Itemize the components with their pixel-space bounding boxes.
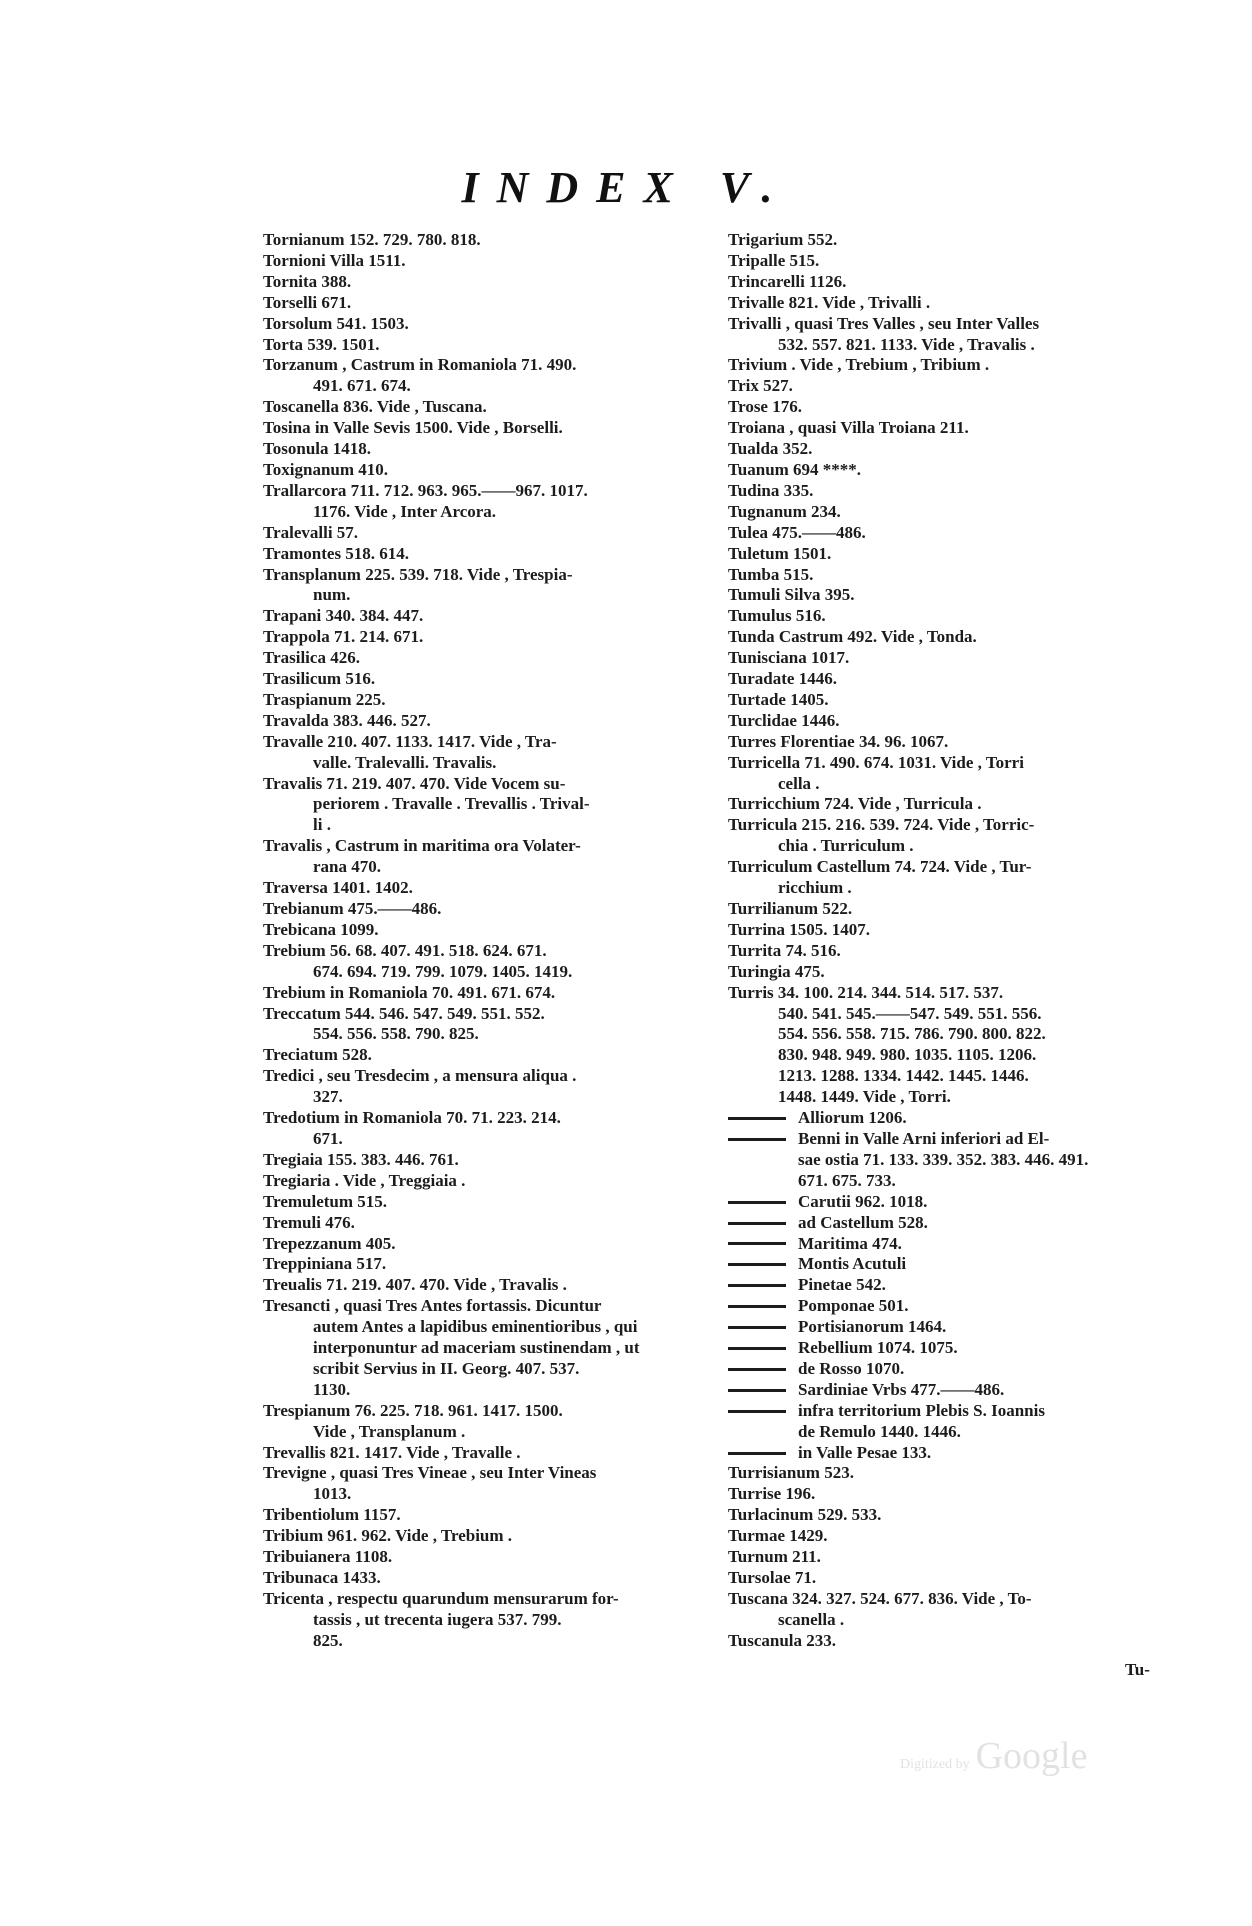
- index-entry: Trivium . Vide , Trebium , Tribium .: [728, 355, 990, 375]
- repeat-dash: [728, 1201, 786, 1204]
- index-entry: Turricchium 724. Vide , Turricula .: [728, 794, 982, 814]
- repeat-dash: [728, 1347, 786, 1350]
- watermark-brand: Google: [975, 1735, 1088, 1777]
- index-entry: Trevigne , quasi Tres Vineae , seu Inter Vineas: [263, 1463, 597, 1483]
- index-subentry-text: Alliorum 1206.: [798, 1108, 907, 1128]
- index-entry: Toxignanum 410.: [263, 459, 389, 479]
- index-entry: Torzanum , Castrum in Romaniola 71. 490.: [263, 355, 577, 375]
- index-entry: Trebium in Romaniola 70. 491. 671. 674.: [263, 982, 556, 1002]
- index-entry: Trevallis 821. 1417. Vide , Travalle .: [263, 1442, 521, 1462]
- index-subentry: [728, 1317, 1178, 1338]
- index-entry: Trivalle 821. Vide , Trivalli .: [728, 292, 931, 312]
- index-subentry-text: Benni in Valle Arni inferiori ad El-: [798, 1128, 1050, 1148]
- index-entry-continuation: 1448. 1449. Vide , Torri.: [778, 1087, 951, 1107]
- index-entry: Travalle 210. 407. 1133. 1417. Vide , Tra-: [263, 731, 557, 751]
- index-subentry-text: Sardiniae Vrbs 477.——486.: [798, 1379, 1005, 1399]
- index-entry: Travalis 71. 219. 407. 470. Vide Vocem su-: [263, 773, 566, 793]
- index-entry: Traversa 1401. 1402.: [263, 878, 413, 898]
- index-subentry-text: Pomponae 501.: [798, 1296, 909, 1316]
- index-entry-continuation: 1213. 1288. 1334. 1442. 1445. 1446.: [778, 1066, 1029, 1086]
- index-entry: Travalis , Castrum in maritima ora Volater-: [263, 836, 581, 856]
- index-entry-continuation: autem Antes a lapidibus eminentioribus , qui: [313, 1317, 638, 1337]
- index-entry: Torsolum 541. 1503.: [263, 313, 409, 333]
- index-entry: Tosonula 1418.: [263, 439, 372, 459]
- index-entry: Trapani 340. 384. 447.: [263, 606, 424, 626]
- index-entry: Tremuletum 515.: [263, 1191, 388, 1211]
- index-entry: Travalda 383. 446. 527.: [263, 710, 431, 730]
- index-entry-continuation: 554. 556. 558. 715. 786. 790. 800. 822.: [778, 1024, 1046, 1044]
- page-title: INDEX V.: [461, 163, 791, 212]
- index-entry: Toscanella 836. Vide , Tuscana.: [263, 397, 487, 417]
- index-subentry-text: Pinetae 542.: [798, 1275, 886, 1295]
- watermark-prefix: Digitized by: [900, 1757, 970, 1772]
- index-entry: Trose 176.: [728, 397, 802, 417]
- index-subentry: [728, 1108, 1178, 1129]
- index-entry-continuation: num.: [313, 585, 351, 605]
- repeat-dash: [728, 1410, 786, 1413]
- index-subentry: [728, 1254, 1178, 1275]
- index-subentry: [728, 1192, 1178, 1213]
- index-entry: Turrisianum 523.: [728, 1463, 854, 1483]
- index-entry: Tuscana 324. 327. 524. 677. 836. Vide , To-: [728, 1588, 1032, 1608]
- repeat-dash: [728, 1452, 786, 1455]
- index-subentry-text: Rebellium 1074. 1075.: [798, 1338, 958, 1358]
- index-entry: Tribentiolum 1157.: [263, 1505, 401, 1525]
- index-subentry-text: Carutii 962. 1018.: [798, 1191, 928, 1211]
- index-subentry-continuation: sae ostia 71. 133. 339. 352. 383. 446. 491.: [798, 1149, 1089, 1169]
- index-entry-continuation: rana 470.: [313, 857, 381, 877]
- repeat-dash: [728, 1222, 786, 1225]
- index-entry: Treualis 71. 219. 407. 470. Vide , Travalis .: [263, 1275, 567, 1295]
- index-entry: Tregiaria . Vide , Treggiaia .: [263, 1170, 466, 1190]
- index-entry: Torta 539. 1501.: [263, 334, 380, 354]
- index-entry-continuation: scribit Servius in II. Georg. 407. 537.: [313, 1358, 580, 1378]
- index-entry: Turrita 74. 516.: [728, 940, 841, 960]
- index-entry: Trallarcora 711. 712. 963. 965.——967. 1017.: [263, 480, 588, 500]
- digitization-watermark: [900, 1734, 1087, 1778]
- index-entry: Turingia 475.: [728, 961, 825, 981]
- index-entry-continuation: Vide , Transplanum .: [313, 1421, 466, 1441]
- index-subentry: [728, 1338, 1178, 1359]
- index-entry: Tripalle 515.: [728, 250, 820, 270]
- index-entry-continuation: 674. 694. 719. 799. 1079. 1405. 1419.: [313, 961, 573, 981]
- index-subentry-text: ad Castellum 528.: [798, 1212, 928, 1232]
- index-subentry: [728, 1275, 1178, 1296]
- repeat-dash: [728, 1242, 786, 1245]
- index-entry-continuation: chia . Turriculum .: [778, 836, 914, 856]
- index-entry: Turadate 1446.: [728, 669, 837, 689]
- index-entry: Treccatum 544. 546. 547. 549. 551. 552.: [263, 1003, 545, 1023]
- index-subentry-text: de Rosso 1070.: [798, 1358, 905, 1378]
- index-subentry-text: Maritima 474.: [798, 1233, 902, 1253]
- index-entry: Tuscanula 233.: [728, 1630, 837, 1650]
- index-entry: Turrilianum 522.: [728, 899, 853, 918]
- index-entry: Tumba 515.: [728, 564, 814, 584]
- index-entry: Tudina 335.: [728, 480, 814, 500]
- index-entry-continuation: 1176. Vide , Inter Arcora.: [313, 501, 497, 521]
- index-entry-continuation: 540. 541. 545.——547. 549. 551. 556.: [778, 1003, 1042, 1023]
- index-subentry-continuation: de Remulo 1440. 1446.: [798, 1421, 961, 1441]
- index-entry: Tursolae 71.: [728, 1568, 817, 1587]
- index-entry-continuation: 491. 671. 674.: [313, 376, 411, 396]
- index-entry: Trepezzanum 405.: [263, 1233, 396, 1253]
- index-entry-continuation: li .: [313, 815, 331, 835]
- index-entry-continuation: periorem . Travalle . Trevallis . Trival-: [313, 794, 590, 814]
- index-entry-continuation: interponuntur ad maceriam sustinendam , ut: [313, 1338, 640, 1358]
- repeat-dash: [728, 1389, 786, 1392]
- index-entry-continuation: 554. 556. 558. 790. 825.: [313, 1024, 479, 1044]
- index-subentry: [728, 1443, 1178, 1464]
- index-entry: Tricenta , respectu quarundum mensurarum for-: [263, 1588, 619, 1608]
- index-entry: Trasilicum 516.: [263, 669, 376, 689]
- index-entry: Tregiaia 155. 383. 446. 761.: [263, 1149, 459, 1169]
- catchword: Tu-: [1125, 1660, 1150, 1679]
- index-entry: Trincarelli 1126.: [728, 271, 847, 291]
- index-entry: Troiana , quasi Villa Troiana 211.: [728, 418, 969, 438]
- index-entry: Trasilica 426.: [263, 648, 360, 668]
- index-entry: Trappola 71. 214. 671.: [263, 627, 424, 647]
- index-entry: Tribium 961. 962. Vide , Trebium .: [263, 1526, 513, 1546]
- index-entry: Tramontes 518. 614.: [263, 543, 410, 563]
- index-entry-continuation: scanella .: [778, 1609, 845, 1629]
- index-entry: Turlacinum 529. 533.: [728, 1505, 882, 1525]
- index-entry: Tugnanum 234.: [728, 501, 841, 521]
- repeat-dash: [728, 1368, 786, 1371]
- index-entry: Turrise 196.: [728, 1484, 816, 1504]
- index-entry: Treppiniana 517.: [263, 1254, 387, 1274]
- index-entry: Turnum 211.: [728, 1547, 821, 1567]
- index-entry: Trespianum 76. 225. 718. 961. 1417. 1500.: [263, 1400, 563, 1420]
- index-entry-continuation: 532. 557. 821. 1133. Vide , Travalis .: [778, 334, 1035, 354]
- repeat-dash: [728, 1305, 786, 1308]
- index-entry: Tulea 475.——486.: [728, 522, 866, 542]
- index-entry: Turrina 1505. 1407.: [728, 919, 871, 939]
- index-entry: Trebium 56. 68. 407. 491. 518. 624. 671.: [263, 940, 547, 960]
- index-entry: Turmae 1429.: [728, 1526, 828, 1546]
- index-entry: Torselli 671.: [263, 292, 352, 312]
- index-entry: Tuanum 694 ****.: [728, 459, 862, 479]
- index-entry: Trigarium 552.: [728, 230, 838, 249]
- index-entry: Tribuianera 1108.: [263, 1547, 393, 1567]
- index-entry: Tremuli 476.: [263, 1212, 355, 1232]
- index-subentry-continuation: 671. 675. 733.: [798, 1170, 896, 1190]
- index-entry: Tumulus 516.: [728, 606, 826, 626]
- repeat-dash: [728, 1326, 786, 1329]
- index-entry-continuation: valle. Tralevalli. Travalis.: [313, 752, 497, 772]
- index-entry: Treciatum 528.: [263, 1045, 372, 1065]
- index-entry-continuation: 1013.: [313, 1484, 352, 1504]
- index-entry: Tosina in Valle Sevis 1500. Vide , Borselli.: [263, 418, 563, 438]
- index-entry: Turres Florentiae 34. 96. 1067.: [728, 731, 949, 751]
- index-entry-continuation: 825.: [313, 1630, 343, 1650]
- index-entry: Trebianum 475.——486.: [263, 899, 442, 918]
- index-entry-continuation: cella .: [778, 773, 820, 793]
- index-entry: Tredici , seu Tresdecim , a mensura aliqua .: [263, 1066, 577, 1086]
- index-column-right: [728, 230, 1178, 1652]
- index-entry-continuation: 1130.: [313, 1379, 351, 1399]
- index-subentry-text: Portisianorum 1464.: [798, 1317, 947, 1337]
- index-entry: Turriculum Castellum 74. 724. Vide , Tur-: [728, 857, 1032, 877]
- index-entry: Tralevalli 57.: [263, 522, 359, 542]
- index-entry: Tuletum 1501.: [728, 543, 832, 563]
- repeat-dash: [728, 1117, 786, 1120]
- index-subentry: [728, 1359, 1178, 1380]
- index-entry: Turricula 215. 216. 539. 724. Vide , Torric-: [728, 815, 1035, 835]
- index-entry: Tunisciana 1017.: [728, 648, 850, 668]
- index-subentry: [728, 1401, 1178, 1422]
- index-subentry-text: in Valle Pesae 133.: [798, 1442, 932, 1462]
- index-entry: Tredotium in Romaniola 70. 71. 223. 214.: [263, 1108, 561, 1128]
- index-subentry-text: Montis Acutuli: [798, 1254, 907, 1274]
- index-entry: Tumuli Silva 395.: [728, 585, 855, 605]
- index-entry: Traspianum 225.: [263, 689, 386, 709]
- index-entry: Turclidae 1446.: [728, 710, 840, 730]
- index-entry: Tornita 388.: [263, 271, 352, 291]
- index-subentry: [728, 1234, 1178, 1255]
- index-entry-continuation: ricchium .: [778, 878, 852, 898]
- index-subentry: [728, 1129, 1178, 1150]
- index-entry-continuation: tassis , ut trecenta iugera 537. 799.: [313, 1609, 562, 1629]
- index-entry: Tresancti , quasi Tres Antes fortassis. Dicuntur: [263, 1296, 602, 1316]
- repeat-dash: [728, 1138, 786, 1141]
- index-subentry: [728, 1213, 1178, 1234]
- index-entry: Turtade 1405.: [728, 689, 829, 709]
- index-entry: Tunda Castrum 492. Vide , Tonda.: [728, 627, 977, 647]
- index-entry: Tornianum 152. 729. 780. 818.: [263, 230, 481, 249]
- index-entry-continuation: 830. 948. 949. 980. 1035. 1105. 1206.: [778, 1045, 1037, 1065]
- index-subentry-text: infra territorium Plebis S. Ioannis: [798, 1400, 1045, 1420]
- index-entry: Tornioni Villa 1511.: [263, 250, 406, 270]
- index-entry-continuation: 671.: [313, 1128, 343, 1148]
- index-entry: Tualda 352.: [728, 439, 813, 459]
- index-entry: Turricella 71. 490. 674. 1031. Vide , Torri: [728, 752, 1024, 772]
- index-entry: Tribunaca 1433.: [263, 1568, 381, 1587]
- index-subentry: [728, 1380, 1178, 1401]
- index-entry-continuation: 327.: [313, 1087, 343, 1107]
- repeat-dash: [728, 1284, 786, 1287]
- index-entry: Trivalli , quasi Tres Valles , seu Inter Valles: [728, 313, 1040, 333]
- index-entry: Trebicana 1099.: [263, 919, 379, 939]
- index-entry: Trix 527.: [728, 376, 793, 396]
- repeat-dash: [728, 1263, 786, 1266]
- index-column-left: [263, 230, 698, 1652]
- index-entry: Turris 34. 100. 214. 344. 514. 517. 537.: [728, 982, 1004, 1002]
- index-entry: Transplanum 225. 539. 718. Vide , Trespia-: [263, 564, 573, 584]
- index-subentry: [728, 1296, 1178, 1317]
